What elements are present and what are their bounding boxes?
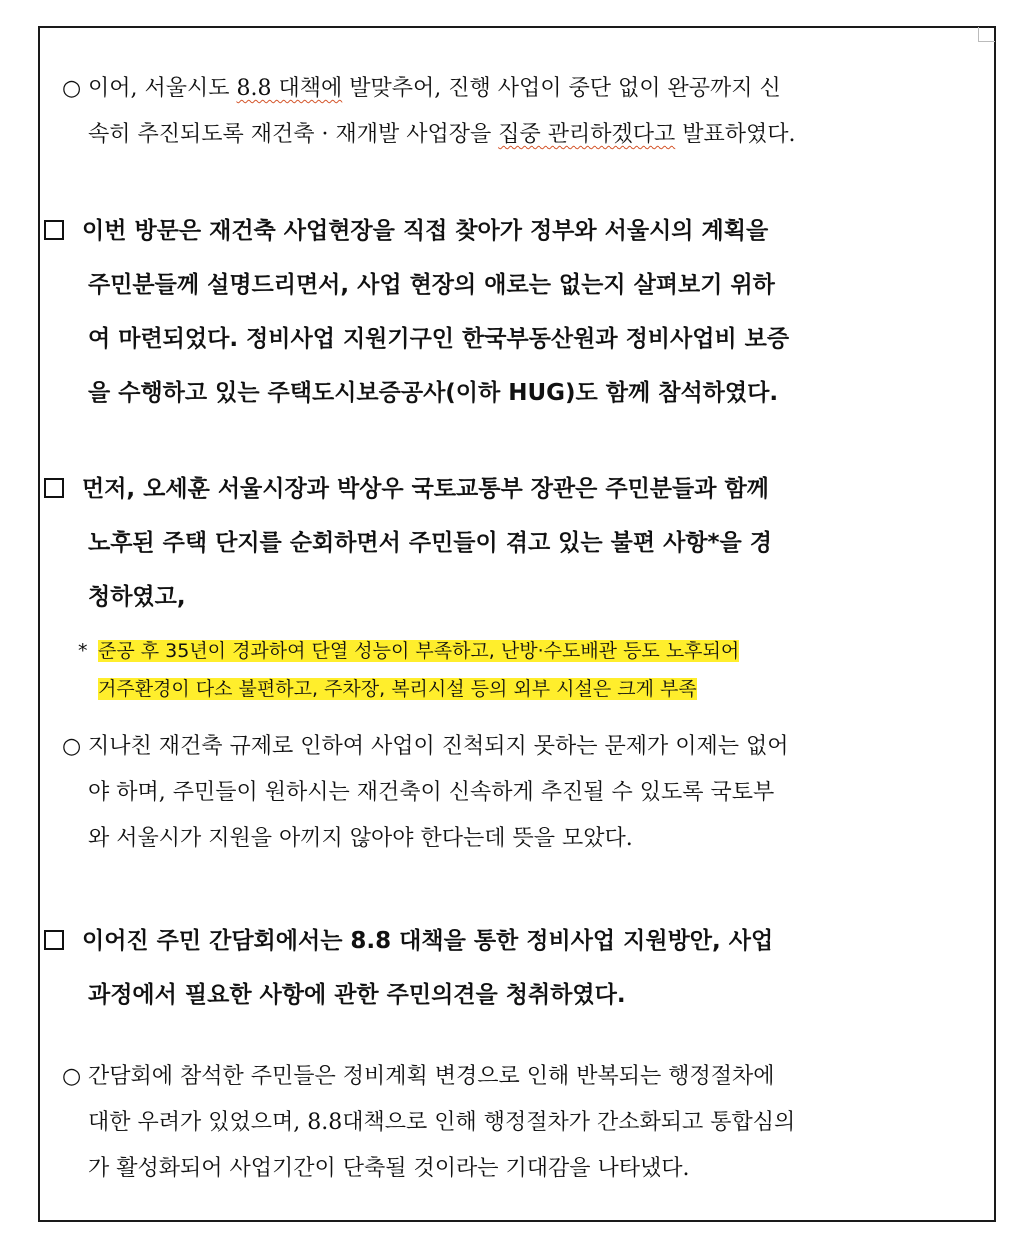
- footnote-inconveniences: [78, 632, 976, 708]
- circle-bullet-icon: ○: [62, 1064, 82, 1089]
- paragraph-line: 을 수행하고 있는 주택도시보증공사(이하 HUG)도 함께 참석하였다.: [88, 380, 779, 406]
- paragraph-line: 가 활성화되어 사업기간이 단축될 것이라는 기대감을 나타냈다.: [88, 1156, 690, 1181]
- paragraph-visit-purpose: [44, 204, 976, 420]
- highlighted-text: 준공 후 35년이 경과하여 단열 성능이 부족하고, 난방·수도배관 등도 노후되어: [98, 640, 740, 662]
- circle-bullet-icon: ○: [62, 734, 82, 759]
- paragraph-residents-opinion: [62, 1054, 976, 1192]
- paragraph-line: 여 마련되었다. 정비사업 지원기구인 한국부동산원과 정비사업비 보증: [88, 326, 790, 352]
- asterisk-icon: *: [78, 640, 88, 662]
- spellcheck-underlined-text: 집중 관리하겠다고: [498, 122, 676, 147]
- square-bullet-icon: [44, 478, 64, 498]
- spellcheck-underlined-text: 8.8 대책에: [236, 76, 343, 101]
- square-bullet-icon: [44, 220, 64, 240]
- paragraph-line: 청하였고,: [88, 584, 186, 610]
- paragraph-line: 속히 추진되도록 재건축 · 재개발 사업장을 집중 관리하겠다고 발표하였다.: [88, 122, 796, 147]
- square-bullet-icon: [44, 930, 64, 950]
- paragraph-site-tour: [44, 462, 976, 624]
- highlighted-text: 거주환경이 다소 불편하고, 주차장, 복리시설 등의 외부 시설은 크게 부족: [98, 678, 697, 700]
- paragraph-line: 주민분들께 설명드리면서, 사업 현장의 애로는 없는지 살펴보기 위하: [88, 272, 775, 298]
- paragraph-line: 대한 우려가 있었으며, 8.8대책으로 인해 행정절차가 간소화되고 통합심의: [88, 1110, 796, 1135]
- page-corner-mark: [978, 27, 995, 42]
- paragraph-line: 와 서울시가 지원을 아끼지 않아야 한다는데 뜻을 모았다.: [88, 826, 633, 851]
- paragraph-announcement: [62, 66, 976, 158]
- paragraph-line: 이번 방문은 재건축 사업현장을 직접 찾아가 정부와 서울시의 계획을: [44, 204, 976, 258]
- circle-bullet-icon: ○: [62, 76, 82, 101]
- paragraph-line: ○ 간담회에 참석한 주민들은 정비계획 변경으로 인해 반복되는 행정절차에: [62, 1054, 976, 1100]
- paragraph-line: 이어진 주민 간담회에서는 8.8 대책을 통한 정비사업 지원방안, 사업: [44, 914, 976, 968]
- paragraph-line: 야 하며, 주민들이 원하시는 재건축이 신속하게 추진될 수 있도록 국토부: [88, 780, 775, 805]
- paragraph-line: ○ 지나친 재건축 규제로 인하여 사업이 진척되지 못하는 문제가 이제는 없어: [62, 724, 976, 770]
- paragraph-line: 노후된 주택 단지를 순회하면서 주민들이 겪고 있는 불편 사항*을 경: [88, 530, 772, 556]
- paragraph-line: 과정에서 필요한 사항에 관한 주민의견을 청취하였다.: [88, 982, 626, 1008]
- paragraph-line: ○ 이어, 서울시도 8.8 대책에 발맞추어, 진행 사업이 중단 없이 완공까지 신: [62, 66, 976, 112]
- paragraph-meeting: [44, 914, 976, 1022]
- paragraph-line: 먼저, 오세훈 서울시장과 박상우 국토교통부 장관은 주민분들과 함께: [44, 462, 976, 516]
- document-page: [38, 26, 996, 1222]
- paragraph-line: [78, 632, 976, 670]
- paragraph-line: [78, 670, 976, 708]
- paragraph-agreement: [62, 724, 976, 862]
